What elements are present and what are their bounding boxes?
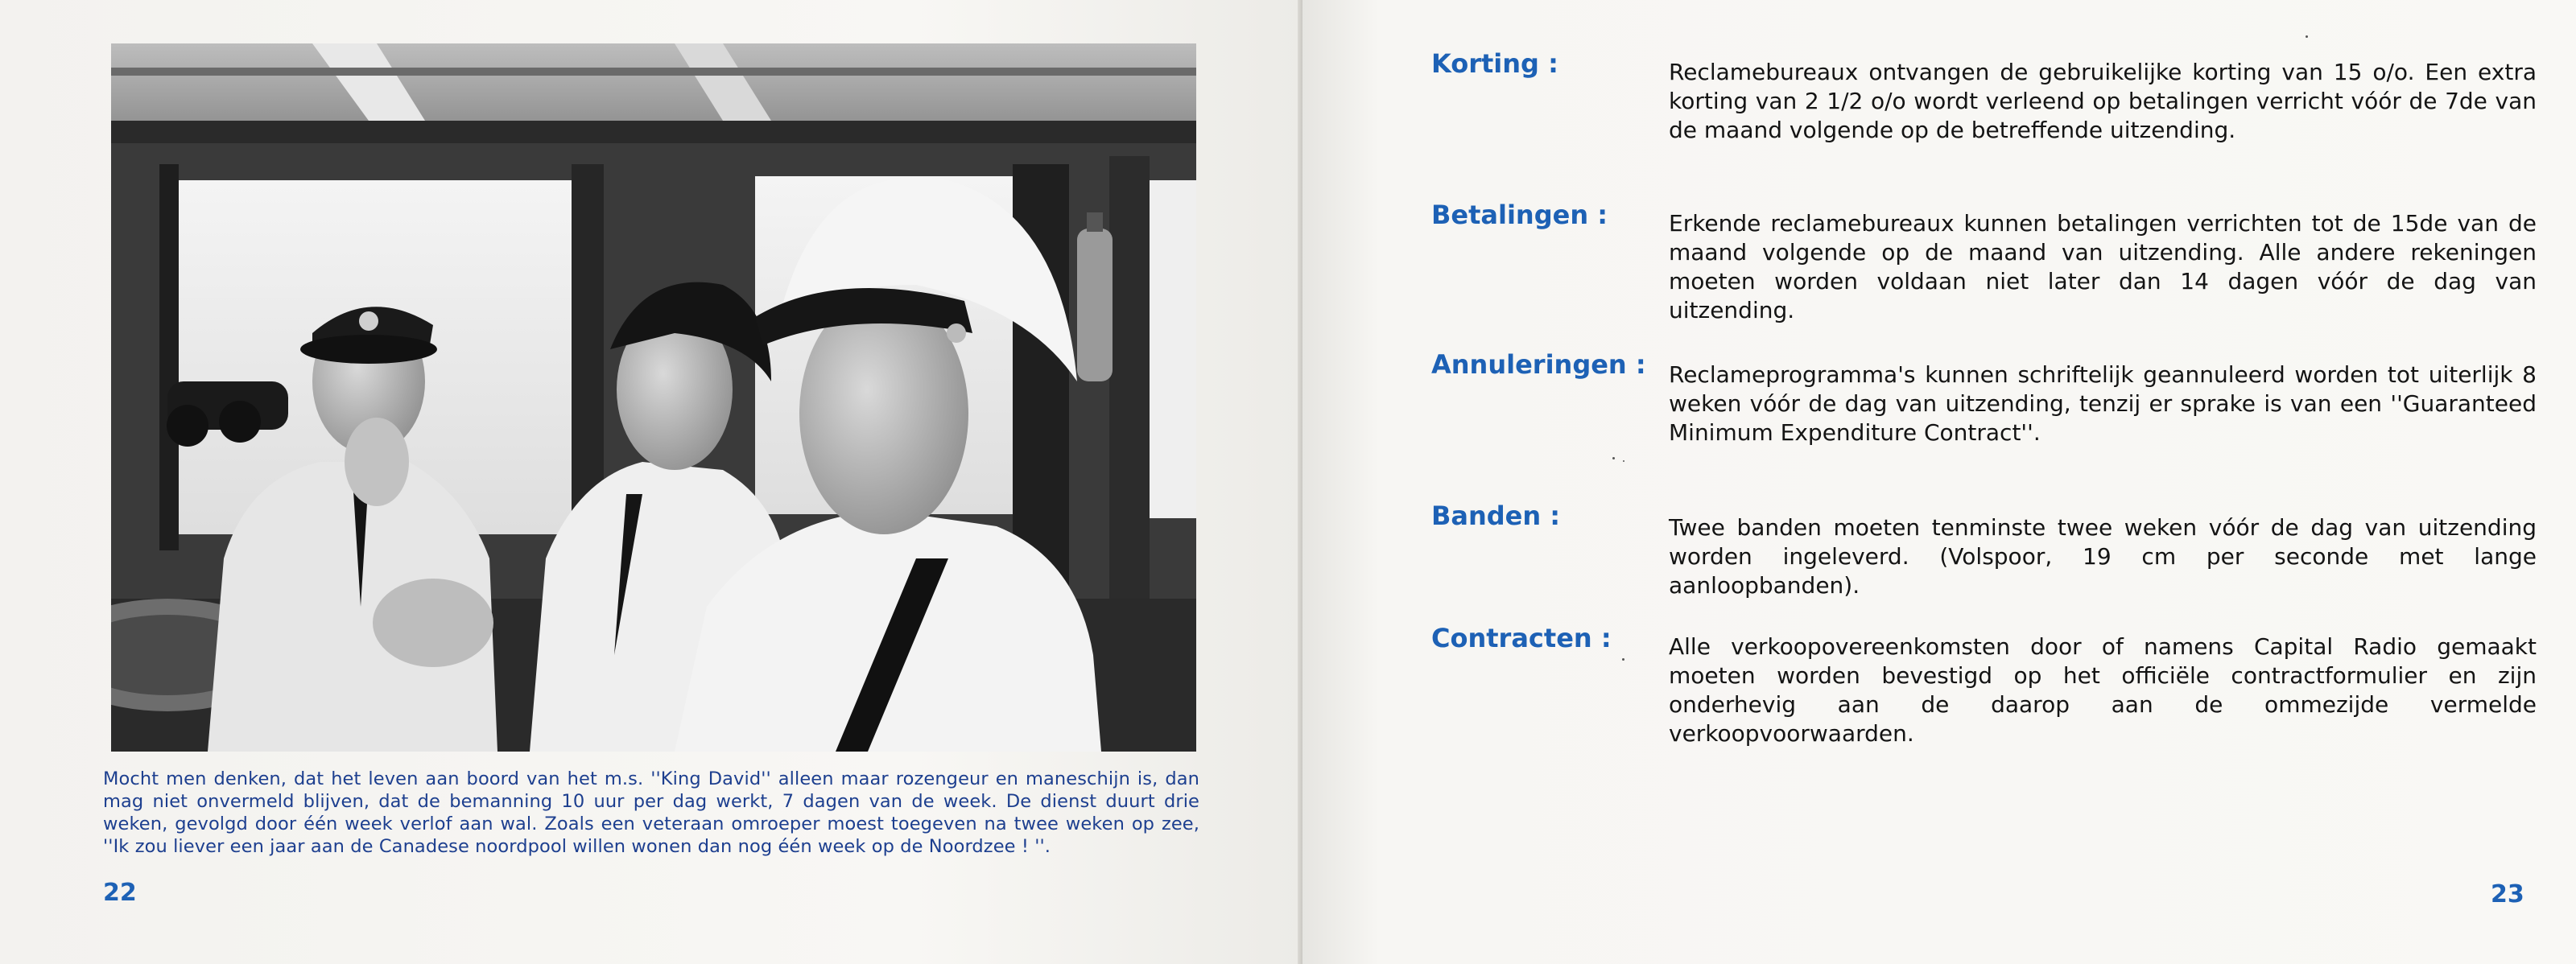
page-number-right: 23 bbox=[2491, 880, 2524, 908]
term-text-korting: Reclamebureaux ontvangen de gebruikelijke korting van 15 o/o. Een extra korting van 2 1/2 o/o wordt verleend op betalingen verricht vóór de 7de van de maand volgende op de betreffende uitzending. bbox=[1669, 59, 2537, 143]
term-label-korting: Korting : bbox=[1431, 48, 1558, 79]
paper-speck bbox=[2306, 35, 2308, 38]
paper-speck bbox=[1623, 460, 1624, 462]
right-page bbox=[1302, 0, 2576, 964]
term-label-banden: Banden : bbox=[1431, 501, 1561, 531]
term-text-betalingen: Erkende reclamebureaux kunnen betalingen verrichten tot de 15de van de maand volgende op de maand van uitzending. Alle andere rekeningen moeten worden voldaan niet later dan 14 dagen vóór de dag van uitzending. bbox=[1669, 210, 2537, 323]
bridge-crew-photo bbox=[111, 43, 1196, 752]
term-text-contracten: Alle verkoopovereenkomsten door of namens Capital Radio gemaakt moeten worden bevestigd op het officiële contractformulier en zijn onderhevig aan de daarop aan de ommezijde vermelde verkoopvoorwaarden. bbox=[1669, 633, 2537, 747]
term-label-contracten: Contracten : bbox=[1431, 623, 1612, 653]
page-number-left: 22 bbox=[103, 879, 137, 907]
photo-caption: Mocht men denken, dat het leven aan boord van het m.s. ''King David'' alleen maar rozengeur en maneschijn is, dan mag niet onvermeld blijven, dat de bemanning 10 uur per dag werkt, 7 dagen van de week. De dienst duurt drie weken, gevolgd door één week verlof aan wal. Zoals een veteraan omroeper moest toegeven na twee weken op zee, ''Ik zou liever een jaar aan de Canadese noordpool willen wonen dan nog één week op de Noordzee ! ''. bbox=[103, 768, 1199, 857]
paper-speck bbox=[1622, 658, 1624, 661]
paper-speck bbox=[1612, 457, 1615, 459]
term-label-annuleringen: Annuleringen : bbox=[1431, 349, 1646, 380]
term-label-betalingen: Betalingen : bbox=[1431, 200, 1608, 230]
term-text-banden: Twee banden moeten tenminste twee weken vóór de dag van uitzending worden ingeleverd. (Volspoor, 19 cm per seconde met lange aanloopbanden). bbox=[1669, 514, 2537, 599]
term-text-annuleringen: Reclameprogramma's kunnen schriftelijk geannuleerd worden tot uiterlijk 8 weken vóór de dag van uitzending, tenzij er sprake is van een ''Guaranteed Minimum Expenditure Contract''. bbox=[1669, 361, 2537, 446]
